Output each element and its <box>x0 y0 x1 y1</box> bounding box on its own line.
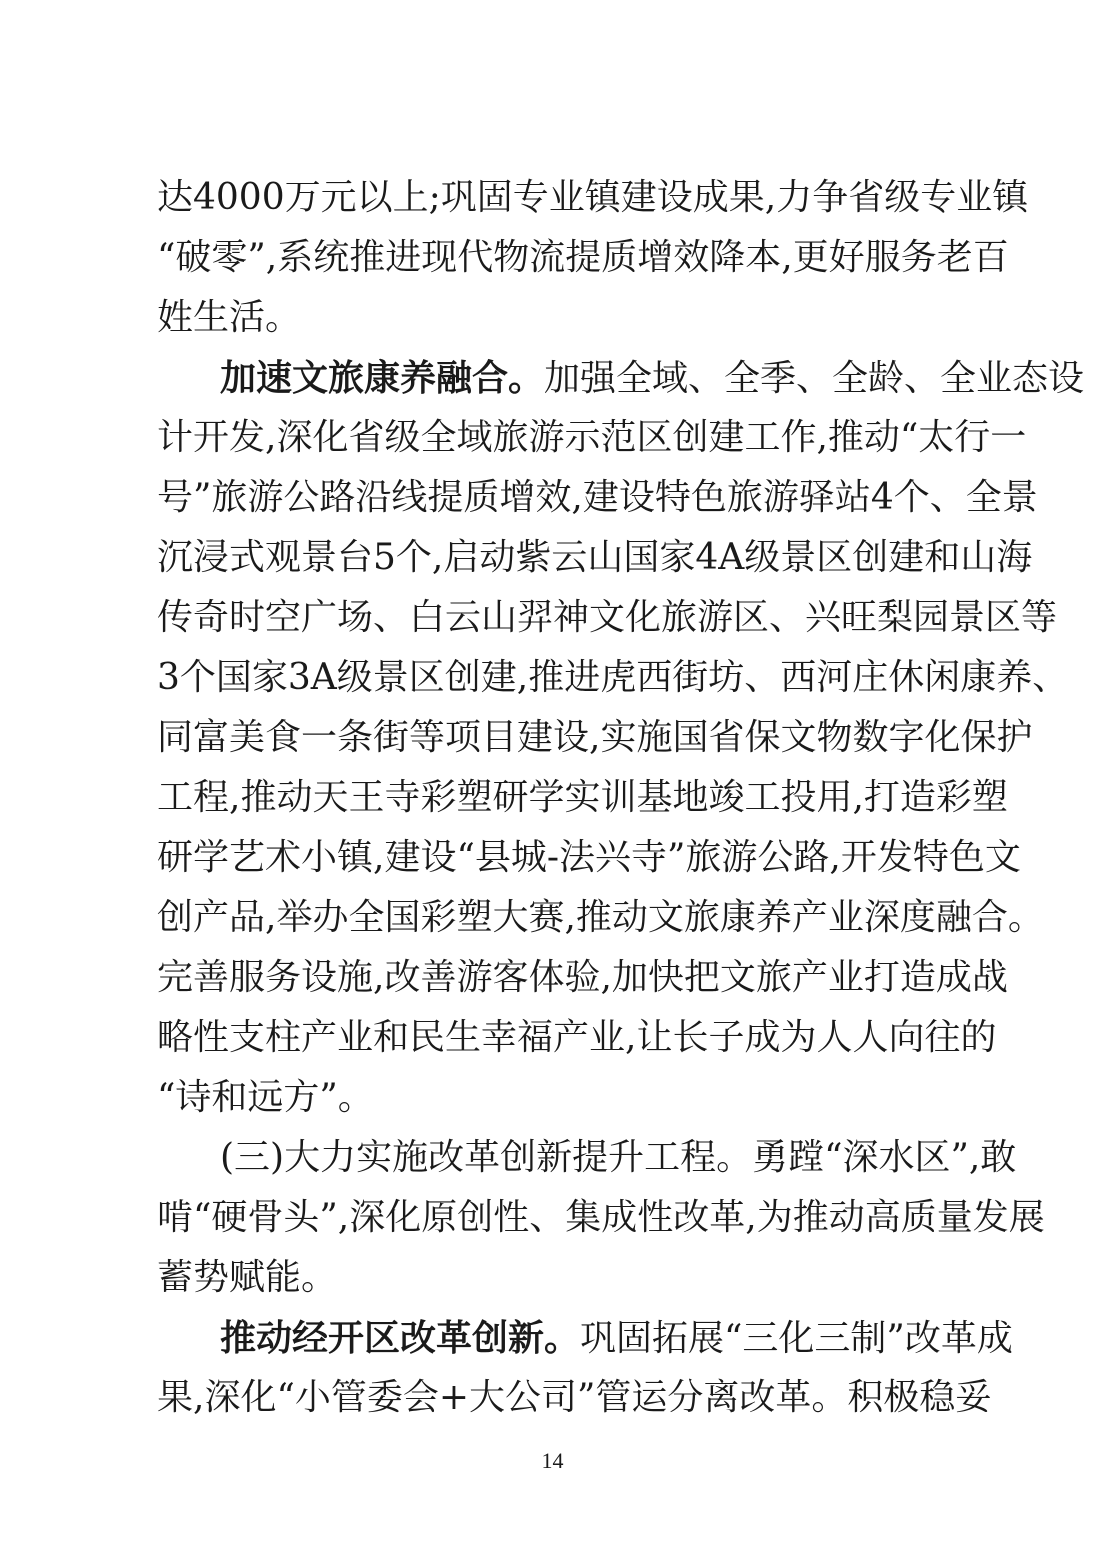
body-line <box>157 1376 992 1420</box>
body-line <box>157 536 1033 580</box>
body-line <box>157 956 1008 1000</box>
line-text: 工程,推动天王寺彩塑研学实训基地竣工投用,打造彩塑 <box>157 777 1008 818</box>
section-heading: 推动经开区改革创新。 <box>220 1317 581 1359</box>
body-line <box>157 236 1009 280</box>
section-heading-line <box>220 1136 1017 1180</box>
line-text: 沉浸式观景台5个,启动紫云山国家4A级景区创建和山海 <box>157 537 1033 578</box>
line-text: 加强全域、全季、全龄、全业态设 <box>544 358 1085 399</box>
body-line <box>157 476 1038 520</box>
line-text: 研学艺术小镇,建设“县城-法兴寺”旅游公路,开发特色文 <box>157 837 1021 878</box>
line-text: “破零”,系统推进现代物流提质增效降本,更好服务老百 <box>157 237 1009 278</box>
body-line <box>157 1076 950 1120</box>
line-text: 蓄势赋能。 <box>157 1257 338 1298</box>
line-text: 3个国家3A级景区创建,推进虎西街坊、西河庄休闲康养、 <box>157 657 1069 698</box>
line-text: 姓生活。 <box>157 297 302 338</box>
line-text: 果,深化“小管委会+大公司”管运分离改革。积极稳妥 <box>157 1377 992 1418</box>
page-number: 14 <box>541 1448 564 1473</box>
body-line <box>157 1196 1045 1240</box>
body-line <box>157 896 1044 940</box>
body-line <box>157 836 1021 880</box>
section-heading-line <box>220 356 1085 400</box>
body-line <box>157 1016 997 1060</box>
body-line <box>157 416 1027 460</box>
section-heading-line <box>220 1316 1013 1360</box>
line-text: 完善服务设施,改善游客体验,加快把文旅产业打造成战 <box>157 957 1008 998</box>
body-line <box>157 296 950 340</box>
body-line <box>157 716 1033 760</box>
section-heading: 加速文旅康养融合。 <box>220 357 545 399</box>
body-line <box>157 776 1008 820</box>
line-text: 啃“硬骨头”,深化原创性、集成性改革,为推动高质量发展 <box>157 1197 1045 1238</box>
line-text: 达4000万元以上;巩固专业镇建设成果,力争省级专业镇 <box>157 177 1029 218</box>
body-line <box>157 596 1058 640</box>
line-text: 传奇时空广场、白云山羿神文化旅游区、兴旺梨园景区等 <box>157 597 1058 638</box>
body-line <box>157 656 1069 700</box>
line-text: 计开发,深化省级全域旅游示范区创建工作,推动“太行一 <box>157 417 1027 458</box>
body-line <box>157 1256 950 1300</box>
body-line <box>157 176 1029 220</box>
line-text: “诗和远方”。 <box>157 1077 374 1118</box>
line-text: (三)大力实施改革创新提升工程。勇蹚“深水区”,敢 <box>220 1137 1017 1178</box>
line-text: 号”旅游公路沿线提质增效,建设特色旅游驿站4个、全景 <box>157 477 1038 518</box>
line-text: 创产品,举办全国彩塑大赛,推动文旅康养产业深度融合。 <box>157 897 1044 938</box>
line-text: 同富美食一条街等项目建设,实施国省保文物数字化保护 <box>157 717 1033 758</box>
line-text: 巩固拓展“三化三制”改革成 <box>580 1318 1013 1359</box>
line-text: 略性支柱产业和民生幸福产业,让长子成为人人向往的 <box>157 1017 997 1058</box>
